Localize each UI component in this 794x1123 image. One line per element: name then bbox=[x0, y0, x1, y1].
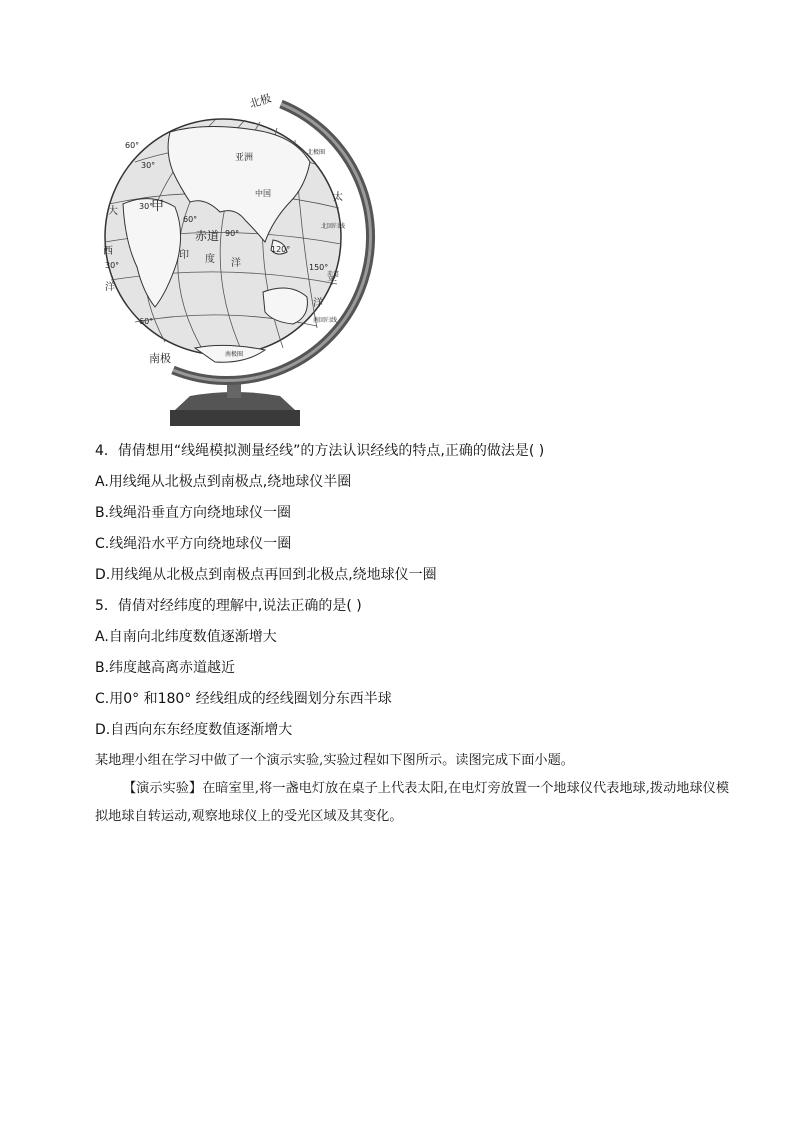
question-5-option-b[interactable]: B.纬度越高离赤道越近 bbox=[95, 660, 236, 676]
label-asia: 亚洲 bbox=[235, 153, 254, 163]
question-4-stem: 4．倩倩想用“线绳模拟测量经线”的方法认识经线的特点,正确的做法是( ) bbox=[95, 443, 545, 459]
question-5-option-c[interactable]: C.用0° 和180° 经线组成的经线圈划分东西半球 bbox=[95, 691, 392, 707]
question-4-option-a[interactable]: A.用线绳从北极点到南极点,绕地球仪半圈 bbox=[95, 474, 352, 490]
question-5-option-d[interactable]: D.自西向东东经度数值逐渐增大 bbox=[95, 722, 293, 738]
label-china: 中国 bbox=[255, 189, 271, 198]
label-yindu-3: 洋 bbox=[231, 258, 241, 269]
passage-experiment: 【演示实验】在暗室里,将一盏电灯放在桌子上代表太阳,在电灯旁放置一个地球仪代表地球,拨动地球仪模拟地球自转运动,观察地球仪上的受光区域及其变化。 bbox=[95, 781, 730, 824]
question-4-option-c[interactable]: C.线绳沿水平方向绕地球仪一圈 bbox=[95, 536, 292, 552]
label-jia: 甲 bbox=[151, 199, 165, 214]
label-lon-90: 90° bbox=[225, 229, 240, 238]
label-equator: 赤道 bbox=[195, 229, 220, 243]
label-taiping-2: 平 bbox=[327, 276, 337, 287]
experiment-passage bbox=[95, 747, 735, 831]
label-arctic-circle: 北极圈 bbox=[307, 149, 326, 156]
label-lon-60: 60° bbox=[183, 215, 198, 224]
label-taiping-3: 洋 bbox=[313, 298, 323, 309]
label-daxi-3: 洋 bbox=[105, 282, 115, 293]
label-daxi-1: 大 bbox=[108, 206, 118, 217]
label-taiping-1: 太 bbox=[333, 192, 343, 203]
label-antarctic-circle: 南极圈 bbox=[225, 351, 244, 358]
globe-stand-base bbox=[170, 410, 300, 426]
label-south-pole: 南极 bbox=[149, 352, 171, 365]
label-yindu-1: 印 bbox=[179, 250, 189, 261]
label-lat-n60: 60° bbox=[125, 141, 140, 150]
question-5-stem: 5．倩倩对经纬度的理解中,说法正确的是( ) bbox=[95, 598, 362, 614]
question-block bbox=[95, 436, 735, 746]
question-4-option-b[interactable]: B.线绳沿垂直方向绕地球仪一圈 bbox=[95, 505, 292, 521]
label-lon-150: 150° bbox=[309, 263, 329, 272]
question-5-option-a[interactable]: A.自南向北纬度数值逐渐增大 bbox=[95, 629, 277, 645]
passage-intro: 某地理小组在学习中做了一个演示实验,实验过程如下图所示。读图完成下面小题。 bbox=[95, 753, 574, 768]
globe-figure bbox=[95, 92, 385, 430]
label-equator-right: 赤道 bbox=[327, 271, 340, 278]
label-lat-s60: 60° bbox=[139, 317, 154, 326]
globe-illustration bbox=[95, 92, 385, 430]
label-north-pole: 北极 bbox=[247, 92, 273, 111]
label-yindu-2: 度 bbox=[205, 254, 215, 265]
label-n-tropic: 北回归线 bbox=[321, 223, 346, 230]
label-s-tropic: 南回归线 bbox=[313, 317, 338, 324]
label-lat-n30: 30° bbox=[141, 161, 156, 170]
label-daxi-2: 西 bbox=[103, 246, 113, 257]
label-lat-s30: 30° bbox=[105, 261, 120, 270]
label-jia-lat: 30° bbox=[139, 202, 154, 211]
question-4-option-d[interactable]: D.用线绳从北极点到南极点再回到北极点,绕地球仪一圈 bbox=[95, 567, 437, 583]
label-lon-120: 120° bbox=[271, 245, 291, 254]
